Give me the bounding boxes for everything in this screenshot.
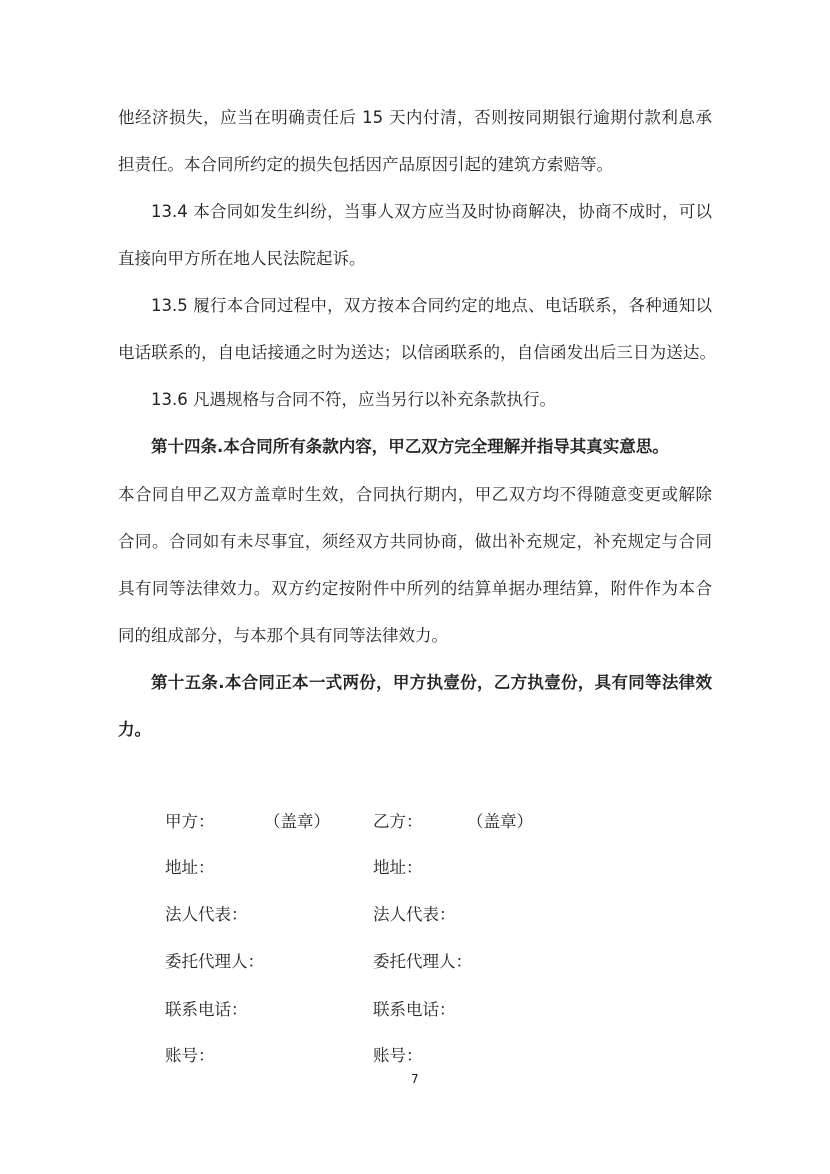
article-14-line-4: 同的组成部分，与本那个具有同等法律效力。	[118, 626, 448, 645]
clause-13-5-line-1: 13.5 履行本合同过程中，双方按本合同约定的地点、电话联系，各种通知以	[151, 296, 712, 315]
party-a-account: 账号：	[165, 1046, 215, 1065]
party-a-phone: 联系电话：	[165, 1000, 248, 1019]
party-a-seal: （盖章）	[264, 812, 330, 831]
party-a-label: 甲方：	[165, 812, 215, 831]
party-b-account: 账号：	[373, 1046, 423, 1065]
clause-13-6: 13.6 凡遇规格与合同不符，应当另行以补充条款执行。	[151, 390, 556, 409]
clause-13-3-line-1: 他经济损失，应当在明确责任后 15 天内付清，否则按同期银行逾期付款利息承	[118, 108, 712, 127]
article-15-line-1: 第十五条.本合同正本一式两份，甲方执壹份，乙方执壹份，具有同等法律效	[151, 673, 712, 692]
party-b-agent: 委托代理人：	[373, 952, 472, 971]
party-b-label: 乙方：	[373, 812, 423, 831]
party-a-agent: 委托代理人：	[165, 952, 264, 971]
party-a-address: 地址：	[165, 858, 215, 877]
article-15-line-2: 力。	[118, 720, 151, 739]
clause-13-4-line-2: 直接向甲方所在地人民法院起诉。	[118, 249, 366, 268]
article-14-line-3: 具有同等法律效力。双方约定按附件中所列的结算单据办理结算，附件作为本合	[118, 579, 712, 598]
page-number: 7	[411, 1072, 419, 1086]
article-14-title: 第十四条.本合同所有条款内容，甲乙双方完全理解并指导其真实意思。	[151, 437, 669, 456]
party-b-seal: （盖章）	[467, 812, 533, 831]
party-b-phone: 联系电话：	[373, 1000, 456, 1019]
clause-13-4-line-1: 13.4 本合同如发生纠纷，当事人双方应当及时协商解决，协商不成时，可以	[151, 202, 712, 221]
party-a-legal-rep: 法人代表：	[165, 905, 248, 924]
party-b-address: 地址：	[373, 858, 423, 877]
article-14-line-2: 合同。合同如有未尽事宜，须经双方共同协商，做出补充规定，补充规定与合同	[118, 532, 712, 551]
clause-13-5-line-2: 电话联系的，自电话接通之时为送达；以信函联系的，自信函发出后三日为送达。	[118, 343, 716, 362]
party-b-legal-rep: 法人代表：	[373, 905, 456, 924]
clause-13-3-line-2: 担责任。本合同所约定的损失包括因产品原因引起的建筑方索赔等。	[118, 155, 613, 174]
article-14-line-1: 本合同自甲乙双方盖章时生效，合同执行期内，甲乙双方均不得随意变更或解除	[118, 485, 712, 504]
